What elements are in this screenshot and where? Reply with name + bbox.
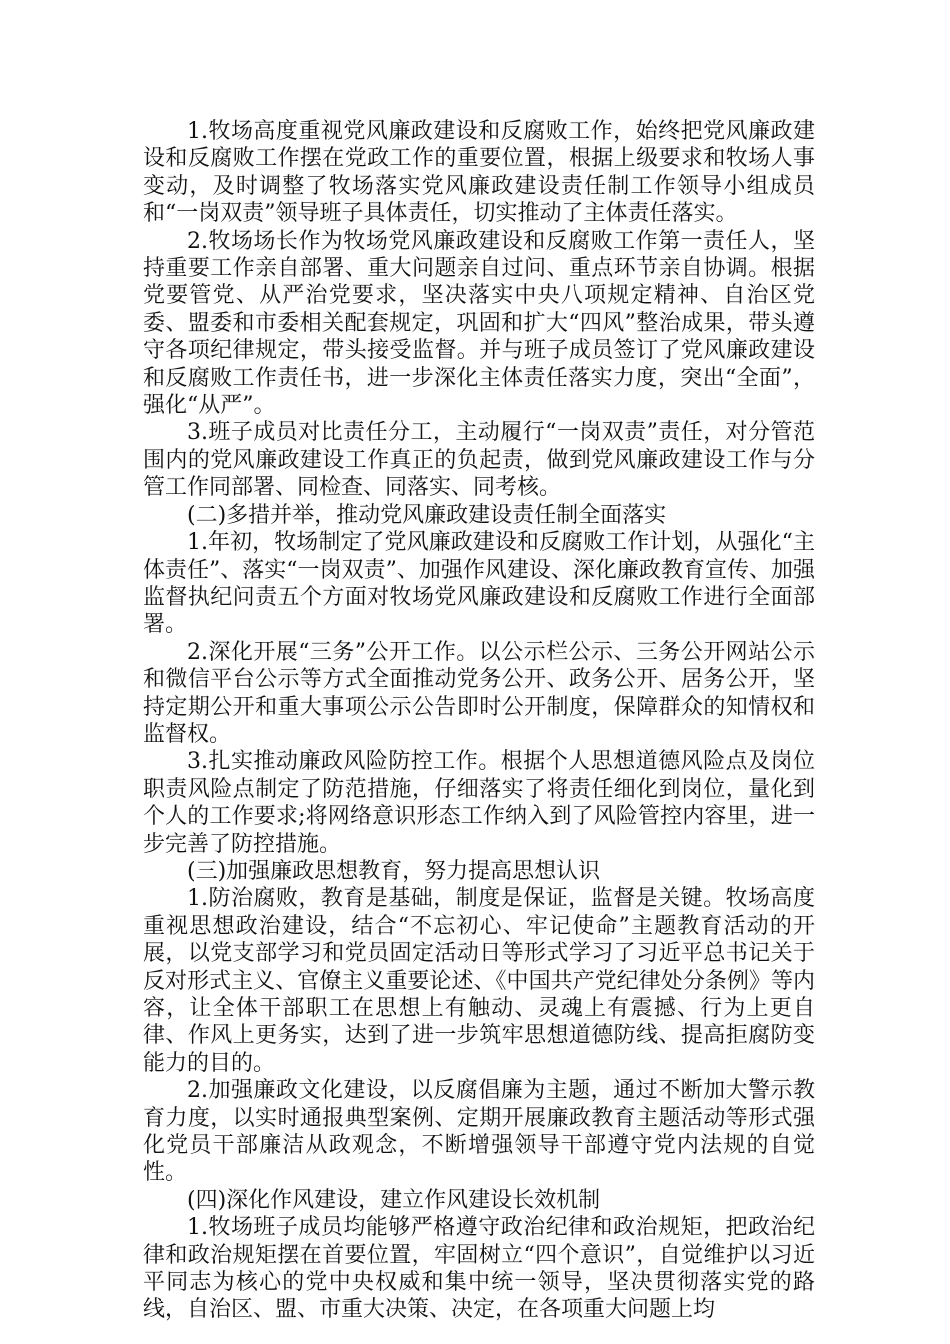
document-body xyxy=(143,118,815,1324)
paragraph: 1.牧场班子成员均能够严格遵守政治纪律和政治规矩，把政治纪律和政治规矩摆在首要位置，牢固树立“四个意识”，自觉维护以习近平同志为核心的党中央权威和集中统一领导，坚决贯彻落实党的路线，自治区、盟、市重大决策、决定，在各项重大问题上均 xyxy=(143,1215,815,1323)
section-heading: (三)加强廉政思想教育，努力提高思想认识 xyxy=(187,858,601,884)
paragraph: 1.牧场高度重视党风廉政建设和反腐败工作，始终把党风廉政建设和反腐败工作摆在党政工作的重要位置，根据上级要求和牧场人事变动，及时调整了牧场落实党风廉政建设责任制工作领导小组成员和“一岗双责”领导班子具体责任，切实推动了主体责任落实。 xyxy=(143,119,815,227)
paragraph: 2.牧场场长作为牧场党风廉政建设和反腐败工作第一责任人，坚持重要工作亲自部署、重大问题亲自过问、重点环节亲自协调。根据党要管党、从严治党要求，坚决落实中央八项规定精神、自治区党委、盟委和市委相关配套规定，巩固和扩大“四风”整治成果，带头遵守各项纪律规定，带头接受监督。并与班子成员签订了党风廉政建设和反腐败工作责任书，进一步深化主体责任落实力度，突出“全面”，强化“从严”。 xyxy=(143,228,815,419)
paragraph: 3.扎实推动廉政风险防控工作。根据个人思想道德风险点及岗位职责风险点制定了防范措施，仔细落实了将责任细化到岗位，量化到个人的工作要求;将网络意识形态工作纳入到了风险管控内容里，进一步完善了防控措施。 xyxy=(143,749,815,857)
section-heading: (四)深化作风建设，建立作风建设长效机制 xyxy=(187,1187,601,1213)
paragraph: 2.加强廉政文化建设，以反腐倡廉为主题，通过不断加大警示教育力度，以实时通报典型案例、定期开展廉政教育主题活动等形式强化党员干部廉洁从政观念，不断增强领导干部遵守党内法规的自觉性。 xyxy=(143,1078,815,1186)
paragraph: 1.年初，牧场制定了党风廉政建设和反腐败工作计划，从强化“主体责任”、落实“一岗双责”、加强作风建设、深化廉政教育宣传、加强监督执纪问责五个方面对牧场党风廉政建设和反腐败工作进行全面部署。 xyxy=(143,530,815,638)
section-heading: (二)多措并举，推动党风廉政建设责任制全面落实 xyxy=(187,502,667,528)
paragraph: 2.深化开展“三务”公开工作。以公示栏公示、三务公开网站公示和微信平台公示等方式全面推动党务公开、政务公开、居务公开，坚持定期公开和重大事项公示公告即时公开制度，保障群众的知情权和监督权。 xyxy=(143,639,815,747)
paragraph: 1.防治腐败，教育是基础，制度是保证，监督是关键。牧场高度重视思想政治建设，结合“不忘初心、牢记使命”主题教育活动的开展，以党支部学习和党员固定活动日等形式学习了习近平总书记关于反对形式主义、官僚主义重要论述、《中国共产党纪律处分条例》等内容，让全体干部职工在思想上有触动、灵魂上有震撼、行为上更自律、作风上更务实，达到了进一步筑牢思想道德防线、提高拒腐防变能力的目的。 xyxy=(143,886,815,1076)
paragraph: 3.班子成员对比责任分工，主动履行“一岗双责”责任，对分管范围内的党风廉政建设工作真正的负起责，做到党风廉政建设工作与分管工作同部署、同检查、同落实、同考核。 xyxy=(143,420,815,501)
